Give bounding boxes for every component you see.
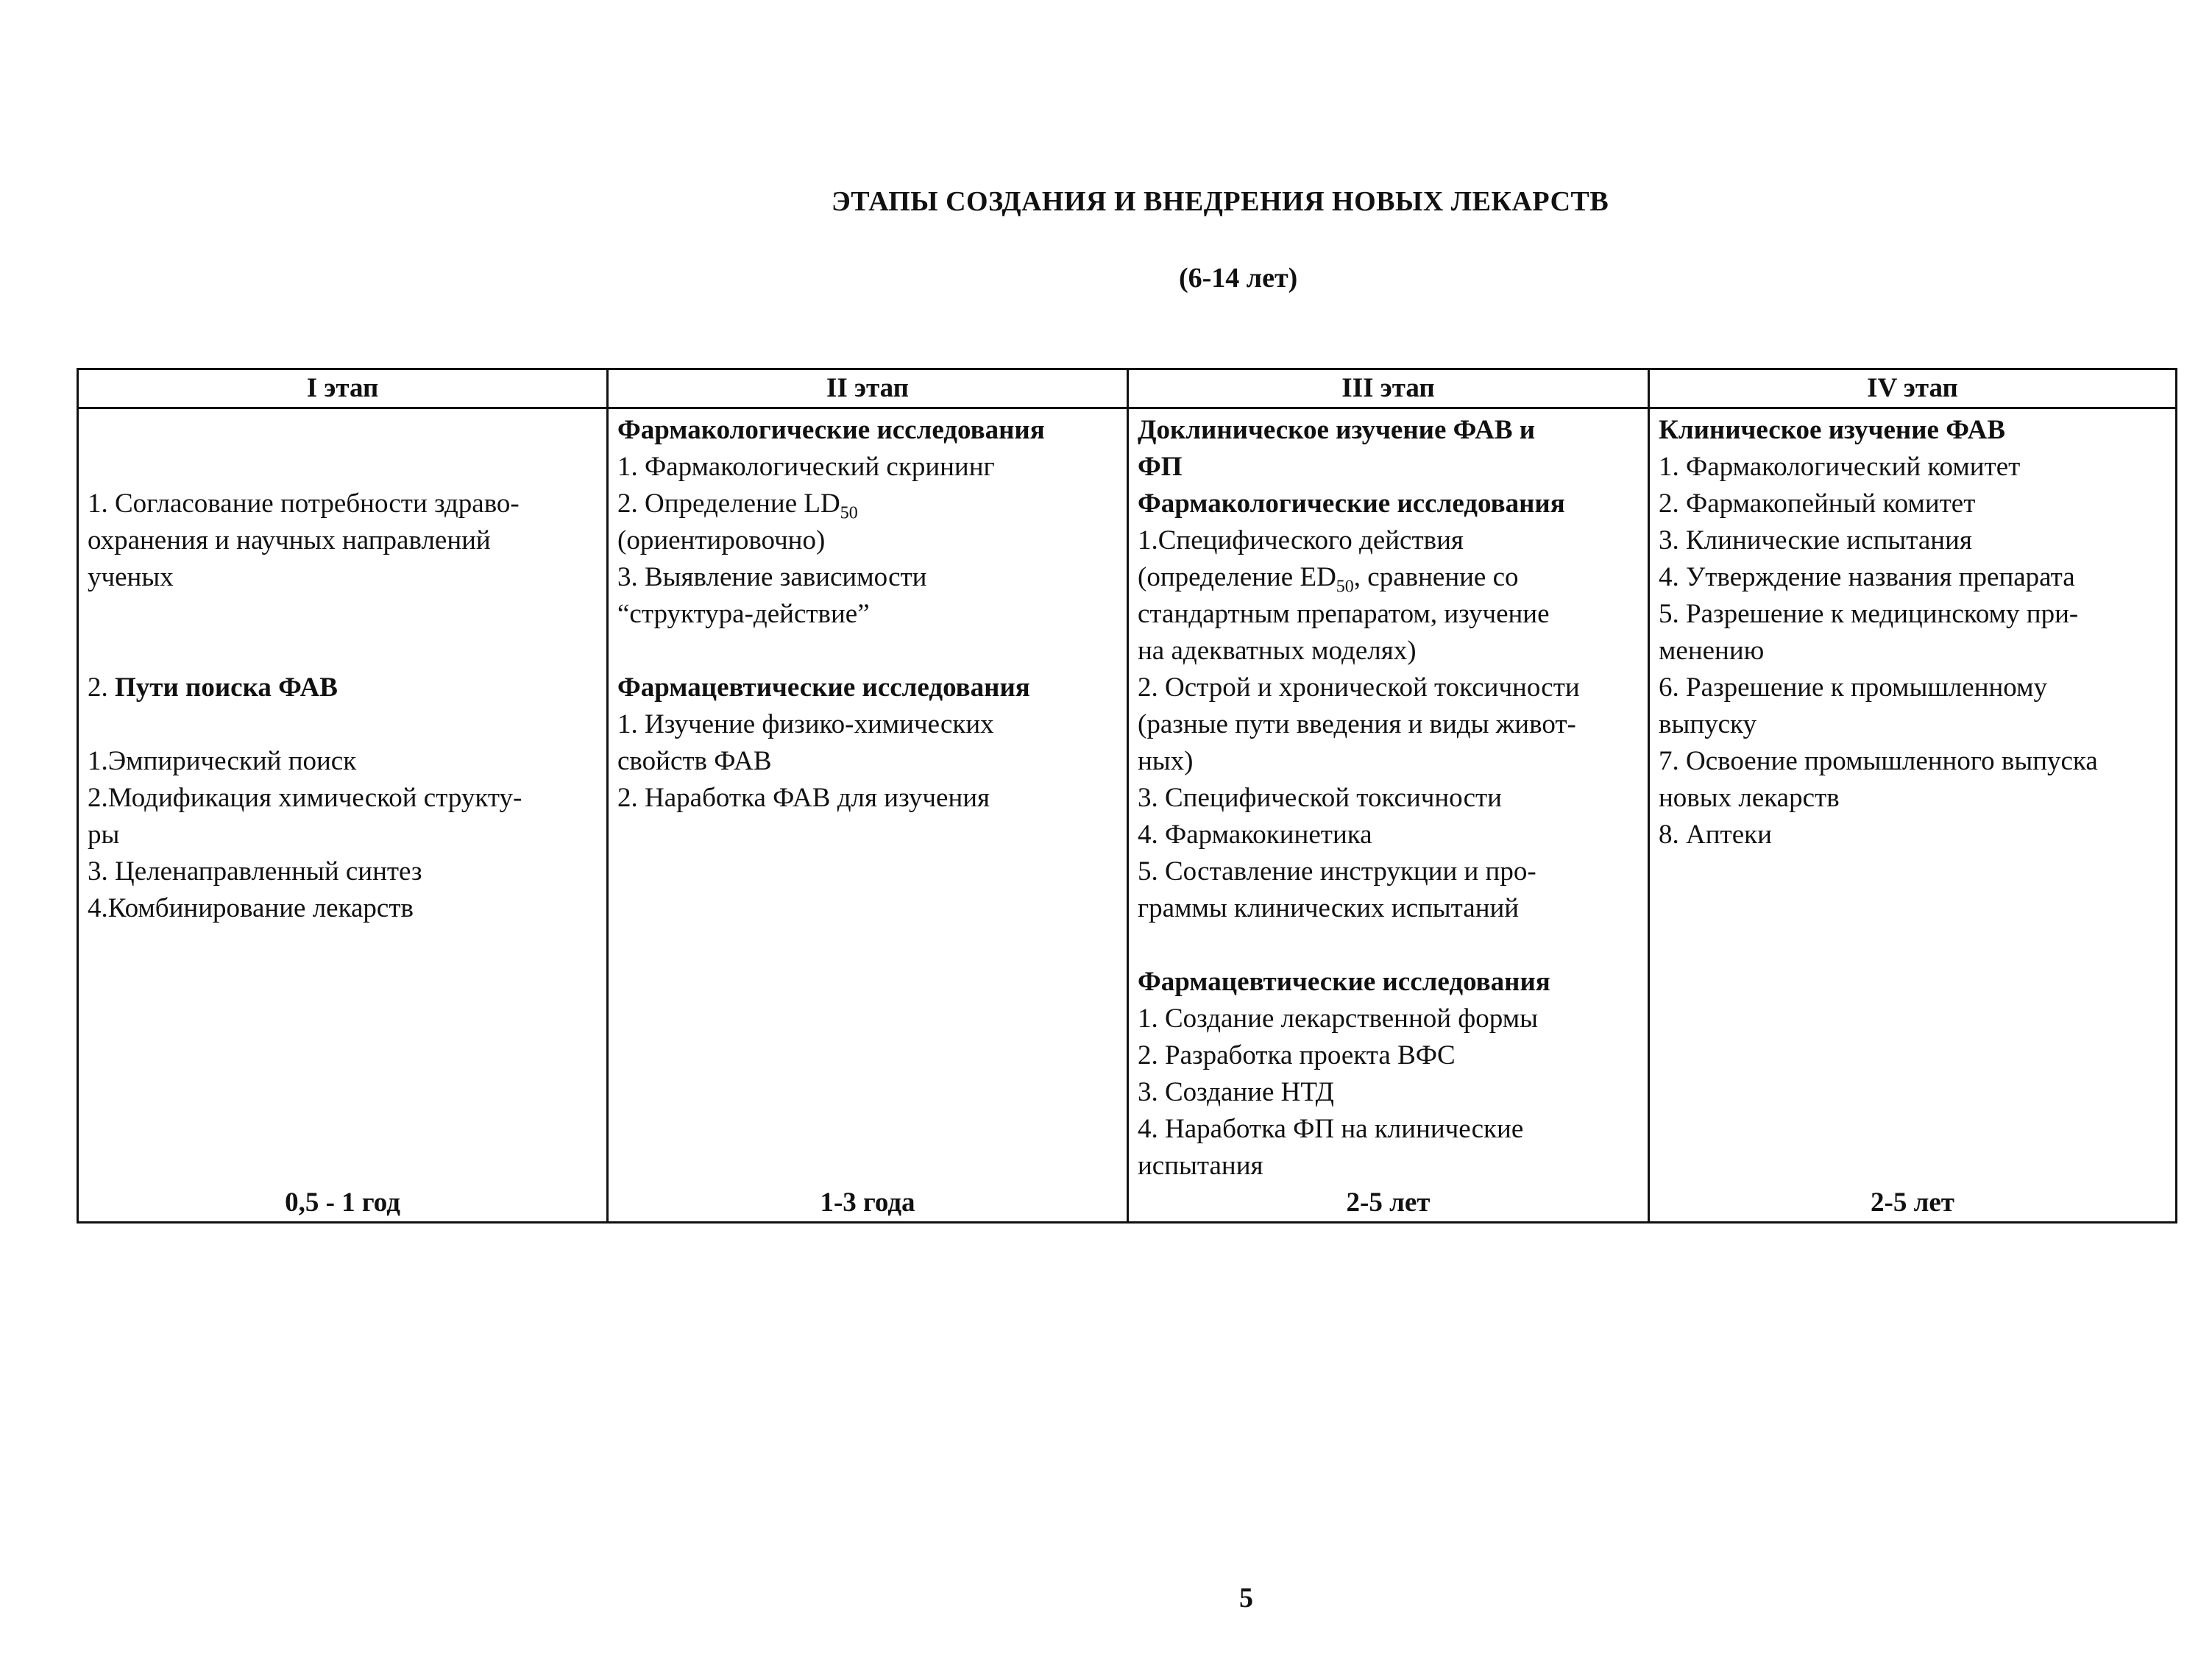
list-item: граммы клинических испытаний (1138, 893, 1520, 923)
header-stage-3: III этап (1128, 369, 1649, 408)
header-stage-4: IV этап (1649, 369, 2177, 408)
list-item: 1. Фармакологический комитет (1659, 452, 2021, 482)
list-item: ры (88, 820, 120, 850)
list-item: “структура-действие” (617, 599, 870, 629)
ed-label: (определение ED (1138, 562, 1336, 592)
list-item: 2. Острой и хронической токсичности (1138, 672, 1580, 703)
section-heading: Фармацевтические исследования (617, 672, 1030, 703)
list-item: стандартным препаратом, изучение (1138, 599, 1550, 629)
table-header-row (78, 369, 2177, 408)
list-item: 2. Разработка проекта ВФС (1138, 1040, 1456, 1070)
list-item: 4. Утверждение названия препарата (1659, 562, 2075, 592)
list-item: 6. Разрешение к промышленному (1659, 672, 2048, 703)
list-item: 4. Наработка ФП на клинические (1138, 1114, 1524, 1144)
section-heading: Доклиническое изучение ФАВ и (1138, 415, 1536, 445)
header-stage-1: I этап (78, 369, 608, 408)
header-stage-2: II этап (608, 369, 1128, 408)
list-item (1138, 559, 1639, 596)
section-heading: Клиническое изучение ФАВ (1659, 415, 2006, 445)
ed-suffix: , сравнение со (1353, 562, 1519, 592)
list-item: 2. Наработка ФАВ для изучения (617, 783, 990, 813)
list-item: (разные пути введения и виды живот- (1138, 709, 1576, 739)
list-item: 3. Клинические испытания (1659, 525, 1972, 555)
list-item: 5. Составление инструкции и про- (1138, 856, 1536, 887)
stage-3-cell (1128, 408, 1649, 1185)
document-title: ЭТАПЫ СОЗДАНИЯ И ВНЕДРЕНИЯ НОВЫХ ЛЕКАРСТВ (832, 186, 1609, 217)
ld-subscript: 50 (840, 503, 858, 523)
stage-4-duration: 2-5 лет (1649, 1185, 2177, 1223)
stages-table (77, 368, 2177, 1224)
list-item (617, 486, 1118, 522)
list-item: 1. Согласование потребности здраво- (88, 489, 520, 519)
table-body-row (78, 408, 2177, 1185)
list-item: 3. Создание НТД (1138, 1077, 1334, 1107)
list-item: 8. Аптеки (1659, 820, 1772, 850)
section-heading: Фармакологические исследования (1138, 489, 1565, 519)
list-item: 3. Выявление зависимости (617, 562, 927, 592)
stage-3-duration: 2-5 лет (1128, 1185, 1649, 1223)
list-item: 2. Фармакопейный комитет (1659, 489, 1976, 519)
search-paths-label: Пути поиска ФАВ (115, 672, 338, 703)
list-item: 4.Комбинирование лекарств (88, 893, 414, 923)
duration-row (78, 1185, 2177, 1223)
ed-subscript: 50 (1336, 577, 1354, 597)
search-paths-item (88, 670, 598, 706)
ld-label: 2. Определение LD (617, 489, 840, 519)
stage-2-cell (608, 408, 1128, 1185)
list-item: (ориентировочно) (617, 525, 826, 555)
list-item: охранения и научных направлений (88, 525, 491, 555)
section-heading: ФП (1138, 452, 1183, 482)
stage-2-duration: 1-3 года (608, 1185, 1128, 1223)
list-item: 2.Модификация химической структу- (88, 783, 522, 813)
list-item: 1. Фармакологический скрининг (617, 452, 995, 482)
list-item: испытания (1138, 1151, 1263, 1181)
section-heading: Фармакологические исследования (617, 415, 1045, 445)
stage-1-cell (78, 408, 608, 1185)
list-item: новых лекарств (1659, 783, 1840, 813)
list-item: 1. Изучение физико-химических (617, 709, 994, 739)
document-subtitle: (6-14 лет) (1179, 263, 1298, 294)
list-item: на адекватных моделях) (1138, 636, 1417, 666)
list-item: 1. Создание лекарственной формы (1138, 1004, 1538, 1034)
item-number: 2. (88, 672, 115, 703)
page-number: 5 (1239, 1583, 1253, 1613)
list-item: ученых (88, 562, 174, 592)
section-heading: Фармацевтические исследования (1138, 967, 1550, 997)
list-item: 7. Освоение промышленного выпуска (1659, 746, 2098, 776)
list-item: выпуску (1659, 709, 1757, 739)
list-item: ных) (1138, 746, 1194, 776)
list-item: 3. Специфической токсичности (1138, 783, 1502, 813)
list-item: менению (1659, 636, 1765, 666)
list-item: свойств ФАВ (617, 746, 772, 776)
list-item: 1.Специфического действия (1138, 525, 1464, 555)
list-item: 4. Фармакокинетика (1138, 820, 1372, 850)
stage-4-cell (1649, 408, 2177, 1185)
list-item: 3. Целенаправленный синтез (88, 856, 422, 887)
list-item: 5. Разрешение к медицинскому при- (1659, 599, 2079, 629)
stage-1-duration: 0,5 - 1 год (78, 1185, 608, 1223)
list-item: 1.Эмпирический поиск (88, 746, 357, 776)
